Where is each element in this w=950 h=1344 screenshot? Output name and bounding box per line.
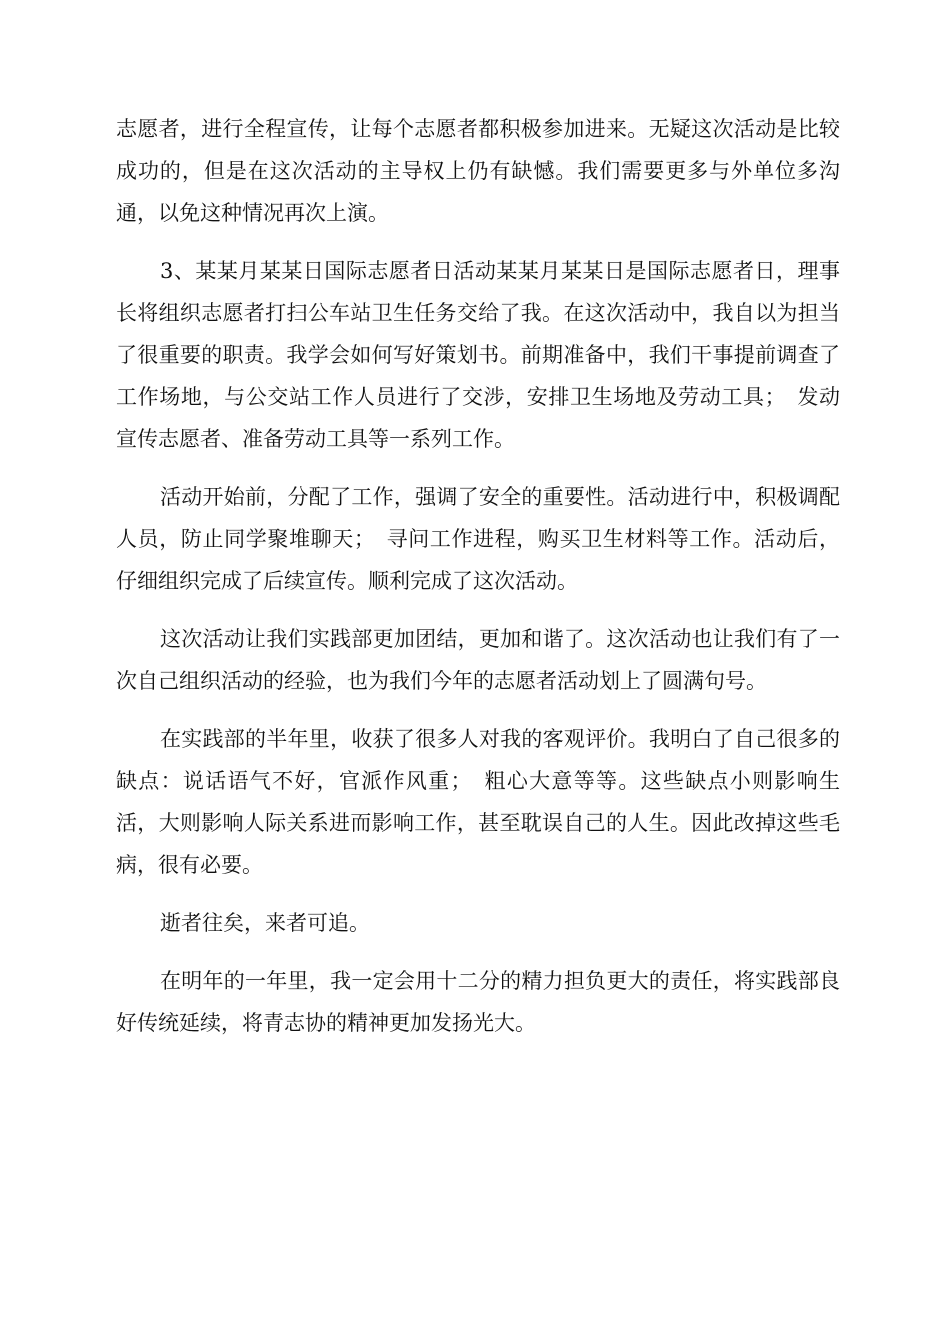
- paragraph-motto: 逝者往矣，来者可追。: [160, 911, 370, 935]
- paragraph-continuation: 志愿者，进行全程宣传，让每个志愿者都积极参加进来。无疑这次活动是比较成功的，但是在这次活动的主导权上仍有缺憾。我们需要更多与外单位多沟通，以免这种情况再次上演。: [116, 117, 840, 225]
- document-body: [116, 108, 840, 1060]
- paragraph-self-evaluation: 在实践部的半年里，收获了很多人对我的客观评价。我明白了自己很多的缺点：说话语气不好，官派作风重； 粗心大意等等。这些缺点小则影响生活，大则影响人际关系进而影响工作，甚至耽误自己的人生。因此改掉这些毛病，很有必要。: [116, 727, 840, 877]
- paragraph-activity-result: 这次活动让我们实践部更加团结，更加和谐了。这次活动也让我们有了一次自己组织活动的经验，也为我们今年的志愿者活动划上了圆满句号。: [116, 627, 840, 693]
- paragraph-next-year: 在明年的一年里，我一定会用十二分的精力担负更大的责任，将实践部良好传统延续，将青志协的精神更加发扬光大。: [116, 969, 840, 1035]
- paragraph-volunteer-day: 3、某某月某某日国际志愿者日活动某某月某某日是国际志愿者日，理事长将组织志愿者打扫公车站卫生任务交给了我。在这次活动中，我自以为担当了很重要的职责。我学会如何写好策划书。前期准备中，我们干事提前调查了工作场地，与公交站工作人员进行了交涉，安排卫生场地及劳动工具； 发动宣传志愿者、准备劳动工具等一系列工作。: [116, 259, 840, 451]
- paragraph-activity-process: 活动开始前，分配了工作，强调了安全的重要性。活动进行中，积极调配人员，防止同学聚堆聊天； 寻问工作进程，购买卫生材料等工作。活动后，仔细组织完成了后续宣传。顺利完成了这次活动。: [116, 485, 840, 593]
